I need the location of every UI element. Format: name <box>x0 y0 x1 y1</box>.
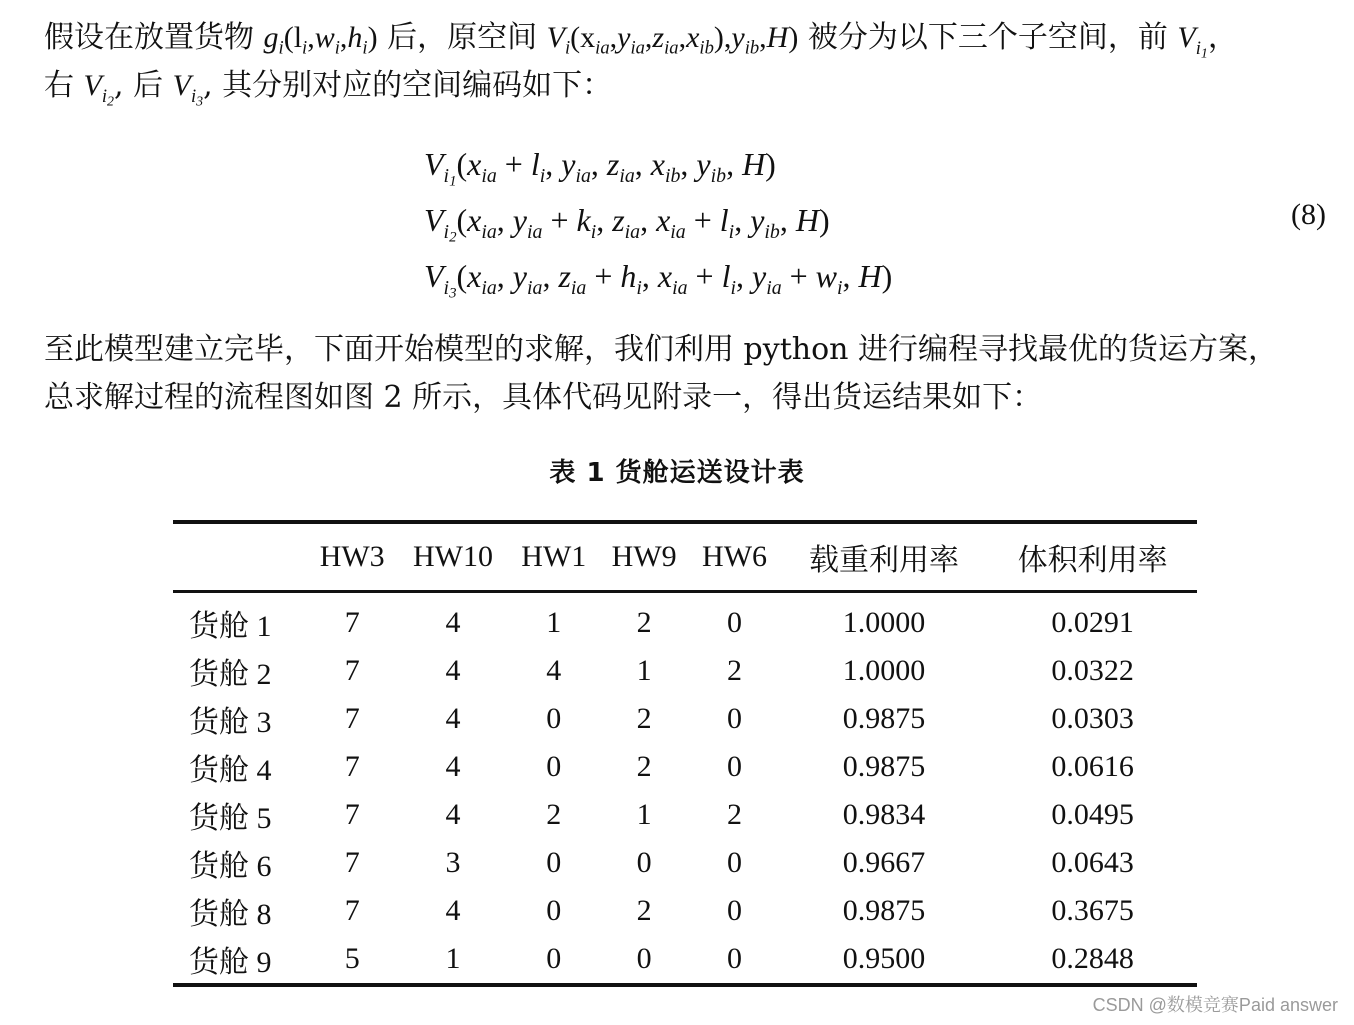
table-cell: 3 <box>445 846 461 879</box>
table-row-label: 货舱 6 <box>189 850 272 883</box>
math-V: $V_i(x_{ia},y_{ia},z_{ia},x_{ib}),y_{ib},H$) <box>546 21 799 59</box>
table-row-label: 货舱 8 <box>189 898 272 931</box>
table-row-label: 货舱 5 <box>189 802 272 835</box>
table-cell: 1 <box>445 942 461 975</box>
cargo-design-table <box>173 520 1197 987</box>
table-cell: 0.9875 <box>842 702 926 735</box>
table-cell: 2 <box>636 894 652 927</box>
equation-block <box>424 140 892 308</box>
table-row <box>173 935 1197 985</box>
table-cell: 0 <box>546 846 562 879</box>
table-row <box>173 887 1197 935</box>
table-cell: 0 <box>727 942 743 975</box>
table-cell: 0.0303 <box>1051 702 1134 735</box>
table-cell: 7 <box>344 654 360 687</box>
table-row <box>173 839 1197 887</box>
table-cell: 0.2848 <box>1051 942 1134 975</box>
table-cell: 0 <box>636 942 652 975</box>
solution-line-1: 至此模型建立完毕，下面开始模型的求解，我们利用 python 进行编程寻找最优的货运方案， <box>44 332 1278 367</box>
table-cell: 5 <box>344 942 360 975</box>
table-cell: 0.0322 <box>1051 654 1134 687</box>
table-cell: 0 <box>727 894 743 927</box>
intro-text-4: 右 <box>44 68 84 103</box>
table-row-label: 货舱 4 <box>189 754 272 787</box>
table-cell: 0 <box>727 702 743 735</box>
table-header-cell: 载重利用率 <box>809 544 960 577</box>
table-row <box>173 791 1197 839</box>
table-cell: 0 <box>546 894 562 927</box>
solution-paragraph <box>44 326 1334 422</box>
table-cell: 0.0291 <box>1051 606 1134 639</box>
table-cell: 0.0643 <box>1051 846 1134 879</box>
table-cell: 1.0000 <box>842 654 926 687</box>
intro-text-2: 后，原空间 <box>377 20 547 55</box>
table-cell: 4 <box>445 606 461 639</box>
math-g: $g_i(l_i,w_i,h_i)$ <box>263 21 378 59</box>
table-cell: 0 <box>546 942 562 975</box>
table-row <box>173 743 1197 791</box>
table-cell: 7 <box>344 846 360 879</box>
watermark: CSDN @数模竞赛Paid answer <box>1092 995 1338 1015</box>
equation-line-1: $V_{i_1}(x_{ia} + l_i$, $y_{ia}$, $z_{ia}$, $x_{ib}$, $y_{ib}$, H) <box>424 146 776 190</box>
table-cell: 4 <box>445 750 461 783</box>
table-cell: 2 <box>727 798 743 831</box>
table-cell: 7 <box>344 750 360 783</box>
table-row-label: 货舱 9 <box>189 946 272 979</box>
table-body <box>173 592 1197 986</box>
table-cell: 7 <box>344 702 360 735</box>
intro-paragraph: 假设在放置货物 $g_i(l_i,w_i,h_i)$ 后，原空间 $V_i(x_{ia},y_{ia},z_{ia},x_{ib}),y_{ib},H$) 被分为以下三个子空间，前 $V_{i_1}$， 右 $V_{i_2}$, 后 $V_{i_3}$, 其分别对应的空间编码如下： <box>44 20 1238 109</box>
table-cell: 4 <box>546 654 562 687</box>
table-cell: 0.9875 <box>842 894 926 927</box>
table-cell: 4 <box>445 702 461 735</box>
equation-line-3: $V_{i_3}(x_{ia}$, $y_{ia}$, $z_{ia} + h_i$, $x_{ia} + l_i$, $y_{ia} + w_i$, H) <box>424 258 893 302</box>
table-cell: 0.9500 <box>842 942 926 975</box>
table-cell: 0 <box>636 846 652 879</box>
table-cell: 2 <box>636 606 652 639</box>
table-row <box>173 592 1197 648</box>
table-cell: 0.9875 <box>842 750 926 783</box>
table-header-cell: HW6 <box>702 540 768 573</box>
table-header-cell: HW3 <box>319 540 385 573</box>
table-row <box>173 647 1197 695</box>
table-cell: 1 <box>546 606 562 639</box>
table-cell: 0 <box>727 750 743 783</box>
table-cell: 4 <box>445 894 461 927</box>
table-row-label: 货舱 1 <box>189 610 272 643</box>
table-header-cell: HW10 <box>413 540 493 573</box>
table-cell: 4 <box>445 654 461 687</box>
table-cell: 1 <box>636 798 652 831</box>
table-cell: 2 <box>546 798 562 831</box>
math-V3: $V_{i_3}$ <box>172 69 204 109</box>
table-header-row <box>173 522 1197 592</box>
intro-text-6: , 其分别对应的空间编码如下： <box>203 68 613 103</box>
intro-text-5: , 后 <box>114 68 173 103</box>
table-row-label: 货舱 2 <box>189 658 272 691</box>
table-row <box>173 695 1197 743</box>
table-cell: 0 <box>546 702 562 735</box>
table-cell: 4 <box>445 798 461 831</box>
table-row-label: 货舱 3 <box>189 706 272 739</box>
table-caption: 表 1 货舱运送设计表 <box>549 458 805 488</box>
equation-line-2: $V_{i_2}(x_{ia}$, $y_{ia} + k_i$, $z_{ia}$, $x_{ia} + l_i$, $y_{ib}$, H) <box>424 202 830 246</box>
table-cell: 0.0495 <box>1051 798 1134 831</box>
table-header-cell: HW1 <box>521 540 587 573</box>
table-cell: 7 <box>344 894 360 927</box>
math-V1: $V_{i_1}$ <box>1177 21 1208 61</box>
math-V2: $V_{i_2}$ <box>83 69 115 109</box>
solution-line-2: 总求解过程的流程图如图 2 所示，具体代码见附录一，得出货运结果如下： <box>44 380 1043 415</box>
intro-text-3: 被分为以下三个子空间，前 <box>798 20 1178 55</box>
table-cell: 2 <box>727 654 743 687</box>
table-cell: 1.0000 <box>842 606 926 639</box>
table-cell: 0.9667 <box>842 846 926 879</box>
table-cell: 2 <box>636 702 652 735</box>
intro-text-1: 假设在放置货物 <box>44 20 264 55</box>
table-cell: 0 <box>727 606 743 639</box>
table-cell: 2 <box>636 750 652 783</box>
table-cell: 0.9834 <box>842 798 926 831</box>
table-cell: 0 <box>546 750 562 783</box>
table-cell: 0.3675 <box>1051 894 1134 927</box>
table-header-blank <box>173 522 307 592</box>
table-cell: 1 <box>636 654 652 687</box>
table-header-cell: 体积利用率 <box>1017 544 1168 577</box>
table-cell: 0 <box>727 846 743 879</box>
table-cell: 0.0616 <box>1051 750 1134 783</box>
table-header-cell: HW9 <box>611 540 677 573</box>
equation-number: (8) <box>1291 198 1326 231</box>
table-cell: 7 <box>344 798 360 831</box>
table-cell: 7 <box>344 606 360 639</box>
